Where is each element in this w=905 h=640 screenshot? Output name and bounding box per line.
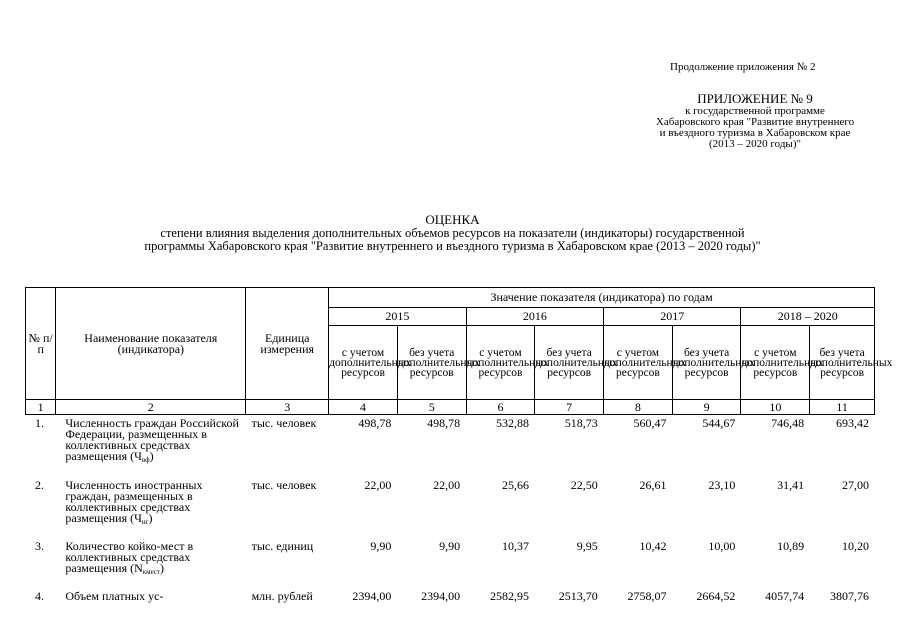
value-cell: 532,88 bbox=[495, 416, 529, 430]
value-cell: 27,00 bbox=[842, 478, 869, 492]
indicator-name bbox=[55, 541, 245, 591]
value-cell: 693,42 bbox=[836, 416, 869, 430]
indicator-name-end: ) bbox=[160, 561, 165, 575]
column-number: 2 bbox=[56, 400, 246, 415]
indicator-name-end: ) bbox=[148, 511, 153, 525]
column-number: 1 bbox=[26, 400, 56, 415]
value-cell: 2758,07 bbox=[627, 589, 667, 603]
header-with-resources: с учетом дополнительных ресурсов bbox=[741, 326, 810, 400]
row-number: 1. bbox=[35, 416, 44, 430]
indicator-subscript: вф bbox=[141, 456, 150, 464]
column-number: 4 bbox=[329, 400, 398, 415]
value-cell: 3807,76 bbox=[830, 589, 869, 603]
value-cell: 10,37 bbox=[501, 539, 529, 553]
document-title: ОЦЕНКА bbox=[425, 212, 480, 227]
value-cell: 518,73 bbox=[564, 416, 598, 430]
value-cell: 4057,74 bbox=[765, 589, 805, 603]
value-cell: 22,00 bbox=[364, 478, 392, 492]
value-cell: 10,00 bbox=[708, 539, 736, 553]
value-cell: 10,20 bbox=[842, 539, 869, 553]
header-year: 2018 – 2020 bbox=[741, 308, 875, 326]
indicator-name-text: Объем платных ус- bbox=[65, 589, 164, 603]
value-cell: 26,61 bbox=[639, 478, 667, 492]
value-cell: 10,89 bbox=[777, 539, 805, 553]
column-number: 8 bbox=[604, 400, 673, 415]
indicator-name-text: Количество койко-мест в коллективных средствах размещения (N bbox=[65, 539, 194, 575]
indicator-name-text: Численность граждан Российской Федерации, размещенных в коллективных средствах размещения (Ч bbox=[65, 416, 239, 463]
header-with-resources: с учетом дополнительных ресурсов bbox=[329, 326, 398, 400]
data-table bbox=[25, 418, 875, 621]
header-name: Наименование показателя (индикатора) bbox=[56, 288, 246, 400]
header-without-resources: без учета дополнительных ресурсов bbox=[397, 326, 466, 400]
value-cell: 2664,52 bbox=[696, 589, 736, 603]
header-without-resources: без учета дополнительных ресурсов bbox=[810, 326, 875, 400]
indicator-name-end: ) bbox=[149, 449, 154, 463]
subtitle-line: программы Хабаровского края "Развитие внутреннего и въездного туризма в Хабаровском крае (2013 – 2020 годы)" bbox=[144, 239, 761, 253]
appendix-line: Хабаровского края "Развитие внутреннего bbox=[655, 116, 855, 128]
header-values-group: Значение показателя (индикатора) по годам bbox=[329, 288, 875, 308]
column-number: 3 bbox=[246, 400, 329, 415]
row-number: 2. bbox=[35, 478, 44, 492]
header-year: 2015 bbox=[329, 308, 466, 326]
indicator-name bbox=[55, 418, 245, 480]
header-year: 2016 bbox=[466, 308, 603, 326]
table-row bbox=[25, 591, 875, 621]
indicator-name bbox=[55, 480, 245, 541]
appendix-line: к государственной программе bbox=[685, 105, 825, 117]
value-cell: 560,47 bbox=[633, 416, 667, 430]
value-cell: 498,78 bbox=[358, 416, 392, 430]
appendix-line: (2013 – 2020 годы)" bbox=[709, 138, 801, 150]
unit-cell: тыс. человек bbox=[251, 478, 317, 492]
value-cell: 2513,70 bbox=[558, 589, 598, 603]
unit-cell: млн. рублей bbox=[251, 589, 313, 603]
indicator-name-text: Численность иностранных граждан, размещенных в коллективных средствах размещения (Ч bbox=[65, 478, 203, 525]
header-table bbox=[25, 287, 893, 415]
value-cell: 10,42 bbox=[639, 539, 667, 553]
table-row bbox=[25, 480, 875, 541]
value-cell: 31,41 bbox=[777, 478, 805, 492]
value-cell: 2394,00 bbox=[352, 589, 392, 603]
indicator-name bbox=[55, 591, 245, 621]
value-cell: 746,48 bbox=[771, 416, 805, 430]
value-cell: 2582,95 bbox=[489, 589, 529, 603]
column-number: 5 bbox=[397, 400, 466, 415]
continuation-note: Продолжение приложения № 2 bbox=[670, 61, 816, 73]
appendix-block bbox=[605, 92, 905, 150]
header-without-resources: без учета дополнительных ресурсов bbox=[535, 326, 604, 400]
indicator-subscript: иг bbox=[141, 518, 149, 526]
unit-cell: тыс. человек bbox=[251, 416, 317, 430]
indicator-subscript: кмест bbox=[142, 568, 161, 576]
column-number: 9 bbox=[672, 400, 741, 415]
header-unit: Единица измерения bbox=[246, 288, 329, 400]
value-cell: 2394,00 bbox=[421, 589, 461, 603]
document-subtitle bbox=[0, 227, 905, 253]
header-num: № п/п bbox=[26, 288, 56, 400]
value-cell: 22,00 bbox=[433, 478, 461, 492]
value-cell: 544,67 bbox=[702, 416, 736, 430]
value-cell: 498,78 bbox=[427, 416, 461, 430]
appendix-line: и въездного туризма в Хабаровском крае bbox=[659, 127, 851, 139]
header-with-resources: с учетом дополнительных ресурсов bbox=[604, 326, 673, 400]
value-cell: 9,95 bbox=[576, 539, 598, 553]
table-row bbox=[25, 418, 875, 480]
subtitle-line: степени влияния выделения дополнительных объемов ресурсов на показатели (индикаторы) государственной bbox=[160, 226, 745, 240]
value-cell: 9,90 bbox=[370, 539, 392, 553]
column-number: 10 bbox=[741, 400, 810, 415]
value-cell: 9,90 bbox=[439, 539, 461, 553]
row-number: 3. bbox=[35, 539, 44, 553]
value-cell: 25,66 bbox=[501, 478, 529, 492]
column-number: 7 bbox=[535, 400, 604, 415]
appendix-title: ПРИЛОЖЕНИЕ № 9 bbox=[697, 91, 813, 106]
unit-cell: тыс. единиц bbox=[251, 539, 314, 553]
value-cell: 22,50 bbox=[570, 478, 598, 492]
column-number: 6 bbox=[466, 400, 535, 415]
header-year: 2017 bbox=[604, 308, 741, 326]
table-row bbox=[25, 541, 875, 591]
value-cell: 23,10 bbox=[708, 478, 736, 492]
header-with-resources: с учетом дополнительных ресурсов bbox=[466, 326, 535, 400]
column-number: 11 bbox=[810, 400, 875, 415]
row-number: 4. bbox=[35, 589, 44, 603]
header-without-resources: без учета дополнительных ресурсов bbox=[672, 326, 741, 400]
